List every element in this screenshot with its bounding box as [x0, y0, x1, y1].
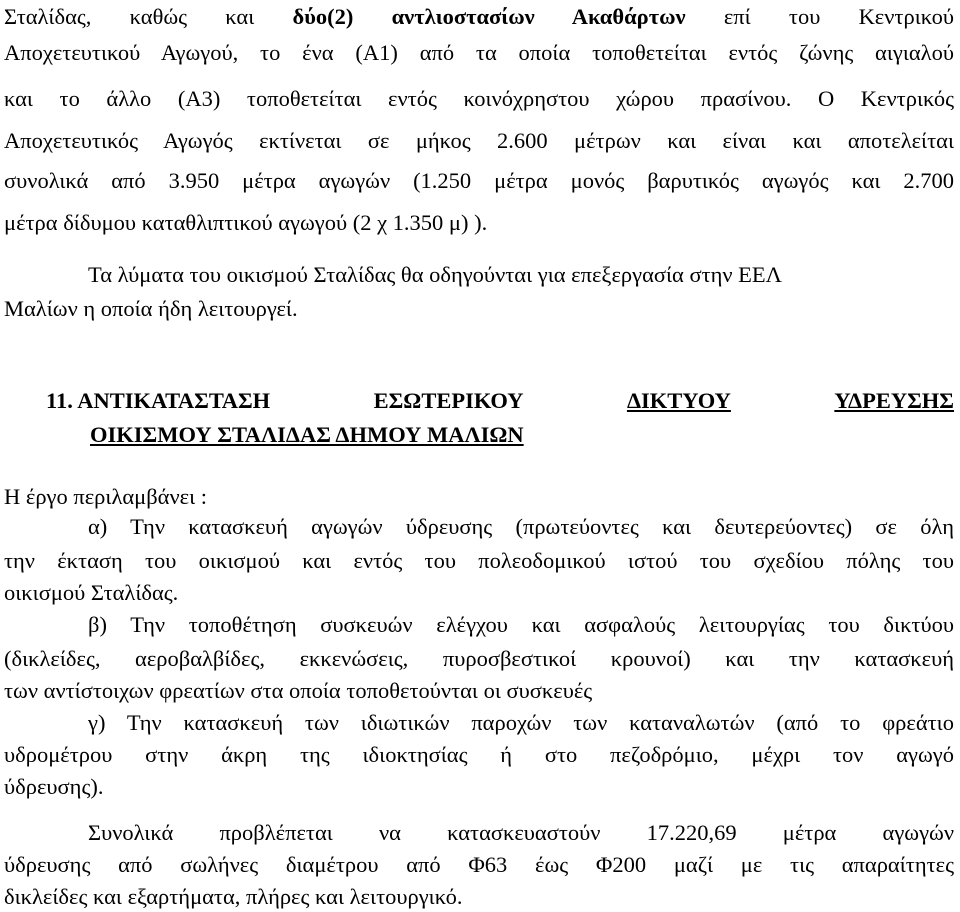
item-c-line-3: ύδρευσης). — [4, 774, 104, 799]
item-c-line-1: γ) Την κατασκευή των ιδιωτικών παροχών των καταναλωτών (από το φρεάτιο — [88, 710, 954, 735]
paragraph-1-line-6: μέτρα δίδυμου καταθλιπτικού αγωγού (2 χ 1.350 μ) ). — [4, 210, 488, 235]
heading-word: ΕΣΩΤΕΡΙΚΟΥ — [373, 388, 524, 413]
paragraph-1-line-4: Αποχετευτικός Αγωγός εκτίνεται σε μήκος 2.600 μέτρων και είναι και αποτελείται — [4, 128, 954, 153]
bold-text-run: δύο(2) αντλιοστασίων Ακαθάρτων — [292, 4, 686, 29]
item-a-line-3: οικισμού Σταλίδας. — [4, 580, 179, 605]
heading-word-underlined: ΥΔΡΕΥΣΗΣ — [834, 388, 954, 413]
item-b-line-1: β) Την τοποθέτηση συσκευών ελέγχου και ασφαλούς λειτουργίας του δικτύου — [88, 612, 954, 637]
summary-line-2: ύδρευσης από σωλήνες διαμέτρου από Φ63 έως Φ200 μαζί με τις απαραίτητες — [4, 852, 954, 877]
section-heading-line-1 — [46, 386, 954, 416]
item-c-line-2: υδρομέτρου στην άκρη της ιδιοκτησίας ή στο πεζοδρόμιο, μέχρι τον αγωγό — [4, 742, 954, 767]
item-b-line-2: (δικλείδες, αεροβαλβίδες, εκκενώσεις, πυροσβεστικοί κρουνοί) και την κατασκευή — [4, 646, 954, 671]
body-intro: Η έργο περιλαμβάνει : — [4, 484, 208, 509]
text-run: Σταλίδας, καθώς και — [4, 4, 255, 29]
heading-word-underlined: ΔΙΚΤΥΟΥ — [626, 388, 731, 413]
section-number-and-word: 11. ΑΝΤΙΚΑΤΑΣΤΑΣΗ — [46, 388, 271, 413]
paragraph-1-line-1 — [4, 2, 954, 32]
summary-line-3: δικλείδες και εξαρτήματα, πλήρες και λειτουργικό. — [4, 884, 463, 909]
paragraph-1-line-5: συνολικά από 3.950 μέτρα αγωγών (1.250 μέτρα μονός βαρυτικός αγωγός και 2.700 — [4, 168, 954, 193]
summary-line-1: Συνολικά προβλέπεται να κατασκευαστούν 17.220,69 μέτρα αγωγών — [88, 820, 954, 845]
item-a-line-1: α) Την κατασκευή αγωγών ύδρευσης (πρωτεύοντες και δευτερεύοντες) σε όλη — [88, 514, 954, 539]
paragraph-1-line-3: και το άλλο (Α3) τοποθετείται εντός κοινόχρηστου χώρου πρασίνου. Ο Κεντρικός — [4, 86, 954, 111]
text-run: επί του Κεντρικού — [723, 4, 954, 29]
item-a-line-2: την έκταση του οικισμού και εντός του πολεοδομικού ιστού του σχεδίου πόλης του — [4, 548, 954, 573]
paragraph-1-line-2: Αποχετευτικού Αγωγού, το ένα (Α1) από τα οποία τοποθετείται εντός ζώνης αιγιαλού — [4, 40, 954, 65]
section-heading-line-2: ΟΙΚΙΣΜΟΥ ΣΤΑΛΙΔΑΣ ΔΗΜΟΥ ΜΑΛΙΩΝ — [90, 422, 524, 447]
paragraph-2-line-2: Μαλίων η οποία ήδη λειτουργεί. — [4, 296, 298, 321]
item-b-line-3: των αντίστοιχων φρεατίων στα οποία τοποθετούνται οι συσκευές — [4, 678, 593, 703]
paragraph-2-line-1: Τα λύματα του οικισμού Σταλίδας θα οδηγούνται για επεξεργασία στην ΕΕΛ — [88, 262, 782, 287]
